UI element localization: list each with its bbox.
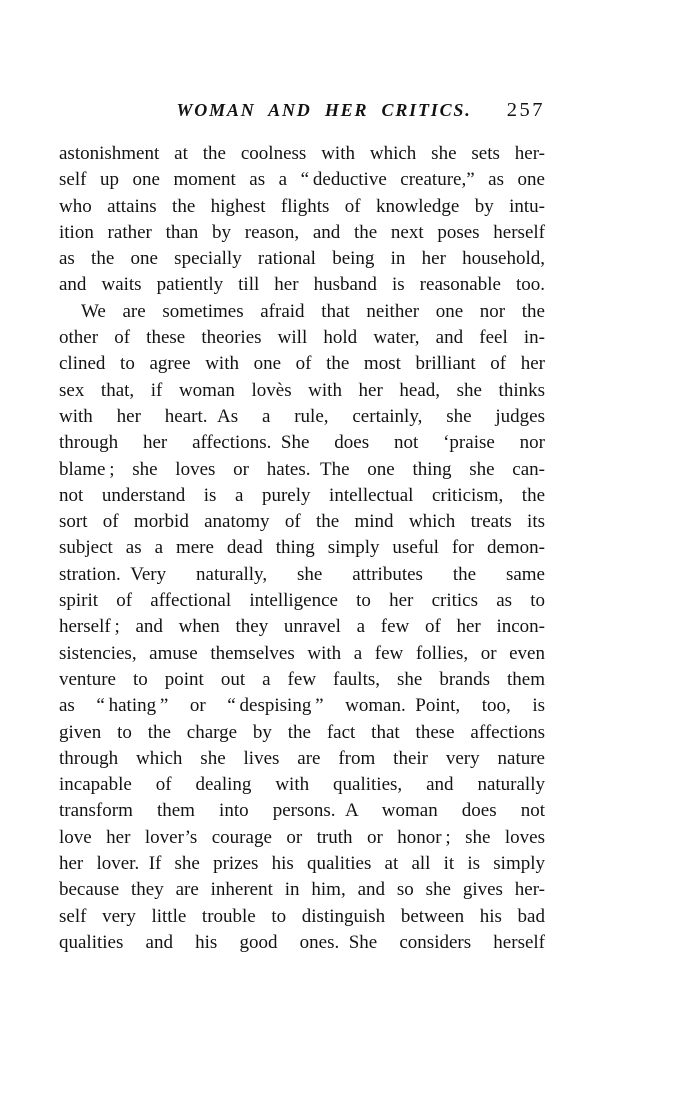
text-line: her lover. If she prizes his qualities at all it is simply: [59, 853, 545, 875]
text-line: subject as a mere dead thing simply useful for demon-: [59, 537, 545, 559]
text-line: transform them into persons. A woman does not: [59, 800, 545, 822]
text-line: who attains the highest flights of knowledge by intu-: [59, 195, 545, 217]
text-line: blame ; she loves or hates. The one thing she can-: [59, 458, 545, 480]
text-line: venture to point out a few faults, she brands them: [59, 668, 545, 690]
text-line: and waits patiently till her husband is reasonable too.: [59, 274, 545, 296]
page-number: 257: [506, 99, 545, 121]
text-line: sex that, if woman lovès with her head, she thinks: [59, 379, 545, 401]
running-header: [59, 99, 545, 125]
text-line: herself ; and when they unravel a few of her incon-: [59, 616, 545, 638]
page-body: [59, 141, 545, 956]
text-line: sistencies, amuse themselves with a few follies, or even: [59, 642, 545, 664]
text-line: stration. Very naturally, she attributes the same: [59, 563, 545, 585]
text-line: through her affections. She does not ‘praise nor: [59, 432, 545, 454]
text-line: love her lover’s courage or truth or honor ; she loves: [59, 826, 545, 848]
text-line: other of these theories will hold water, and feel in-: [59, 327, 545, 349]
paragraph: [59, 299, 545, 956]
text-line: because they are inherent in him, and so she gives her-: [59, 879, 545, 901]
text-line: through which she lives are from their very nature: [59, 747, 545, 769]
running-header-title: WOMAN AND HER CRITICS.: [176, 100, 472, 120]
text-line: incapable of dealing with qualities, and naturally: [59, 774, 545, 796]
text-line: We are sometimes afraid that neither one nor the: [81, 300, 545, 322]
text-line: with her heart. As a rule, certainly, she judges: [59, 405, 545, 427]
text-line: sort of morbid anatomy of the mind which treats its: [59, 511, 545, 533]
text-line: given to the charge by the fact that these affections: [59, 721, 545, 743]
text-line: not understand is a purely intellectual criticism, the: [59, 484, 545, 506]
paragraph: [59, 141, 545, 299]
text-line: ition rather than by reason, and the next poses herself: [59, 221, 545, 243]
text-line: self very little trouble to distinguish between his bad: [59, 905, 545, 927]
text-line: self up one moment as a “ deductive creature,” as one: [59, 169, 545, 191]
text-line: clined to agree with one of the most brilliant of her: [59, 353, 545, 375]
text-line: as “ hating ” or “ despising ” woman. Point, too, is: [59, 695, 545, 717]
text-line: astonishment at the coolness with which she sets her-: [59, 143, 545, 164]
text-line: qualities and his good ones. She considers herself: [59, 931, 545, 953]
text-line: spirit of affectional intelligence to her critics as to: [59, 590, 545, 612]
text-line: as the one specially rational being in her household,: [59, 248, 545, 270]
